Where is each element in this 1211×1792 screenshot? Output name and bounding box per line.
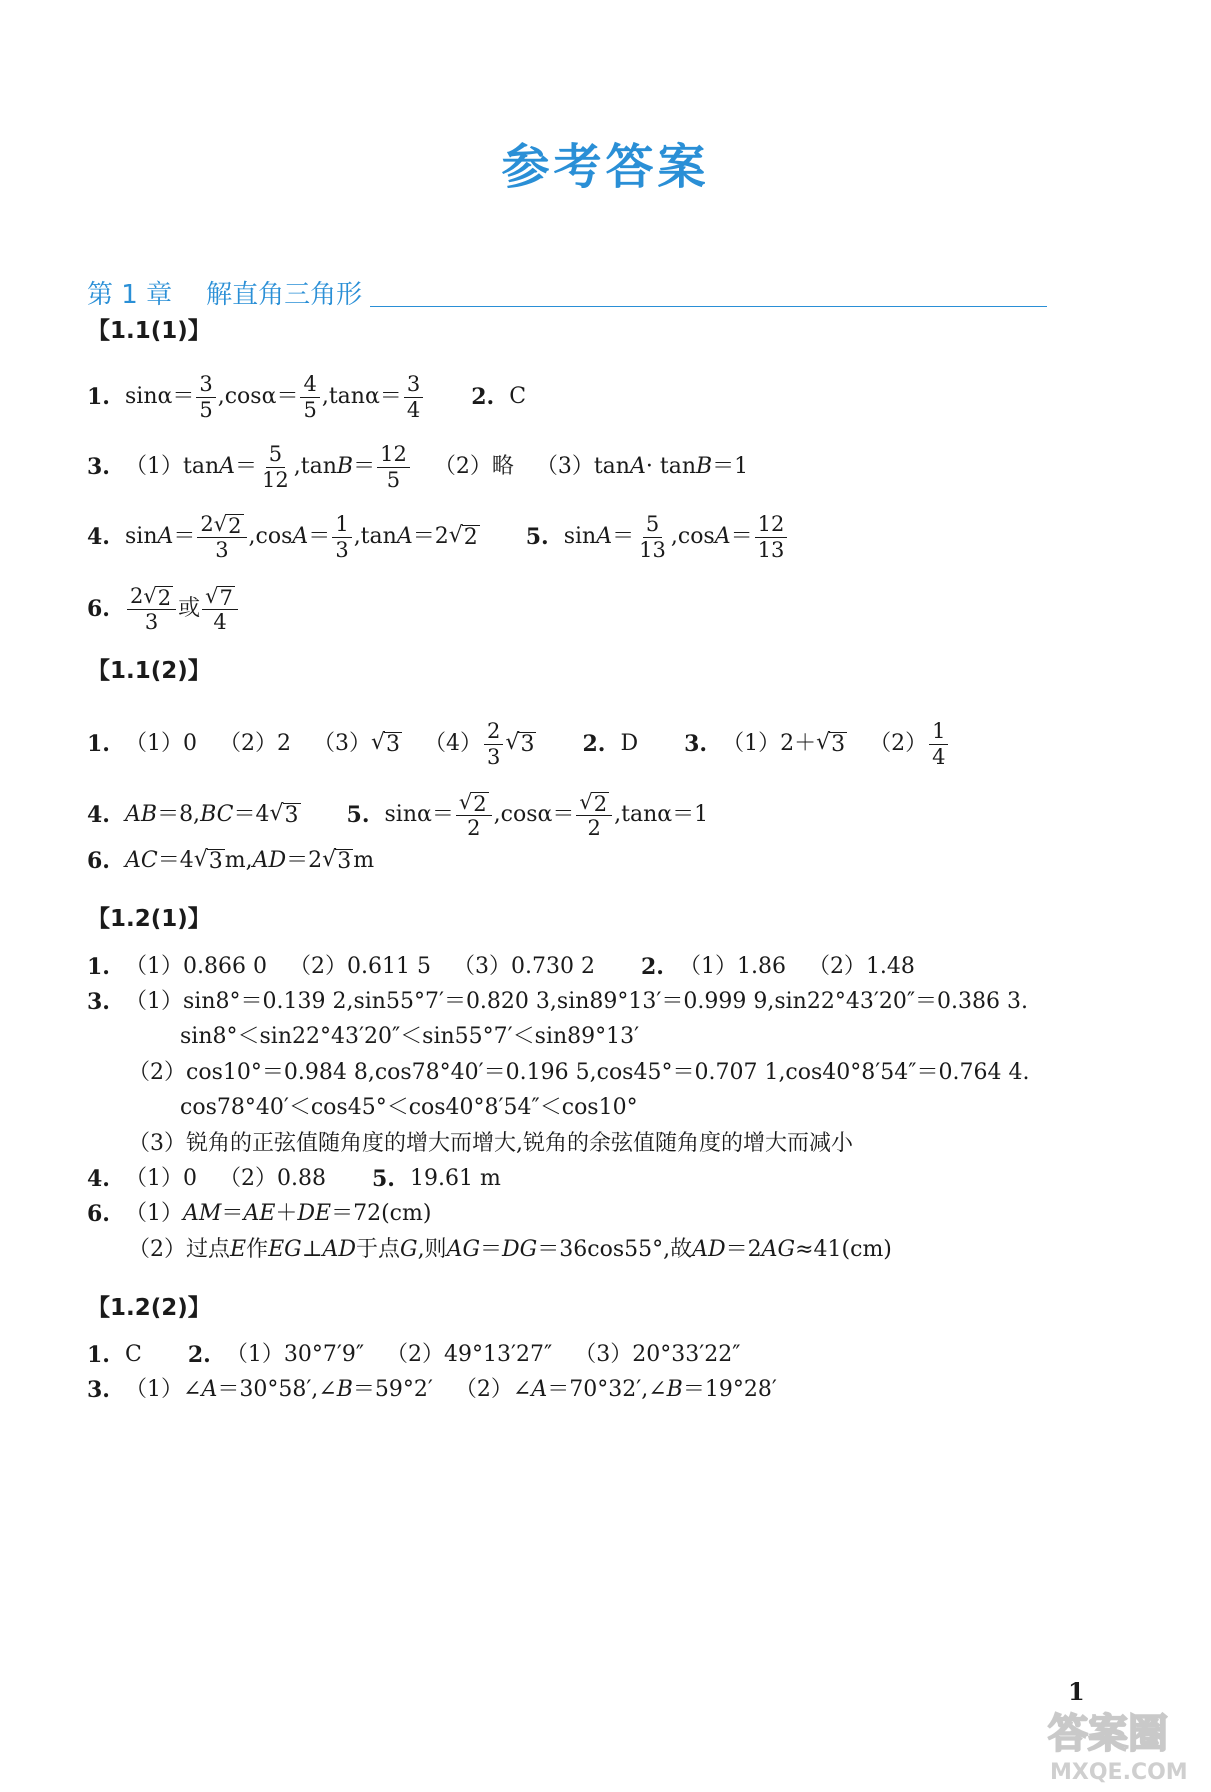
section-heading: 【1.2(1)】 [87, 906, 211, 932]
page-number: 1 [1068, 1677, 1085, 1706]
chapter-underline [370, 306, 1047, 307]
answer-line: （3） 锐角的正弦值随角度的增大而增大,锐角的余弦值随角度的增大而减小 [128, 1131, 853, 1156]
section-heading: 【1.1(1)】 [87, 318, 211, 344]
chapter-title: 解直角三角形 [206, 280, 363, 310]
chapter-heading [87, 275, 1047, 315]
section-heading: 【1.2(2)】 [87, 1295, 211, 1321]
answer-line: 6. AC ＝4 √ 3 m, AD ＝2 √ 3 m [87, 846, 375, 874]
chapter-number: 第 1 章 [87, 280, 173, 310]
answer-line: 1. （1） 0.866 0 （2） 0.611 5 （3） 0.730 2 2. （1） 1.86 （2） 1.48 [87, 954, 915, 980]
answer-line: cos78°40′＜cos45°＜cos40°8′54″＜cos10° [180, 1095, 638, 1120]
answer-line: 3. （1） sin8°＝0.139 2,sin55°7′＝0.820 3,sin89°13′＝0.999 9,sin22°43′20″＝0.386 3. [87, 989, 1029, 1015]
answer-line: 1. C 2. （1） 30°7′9″ （2） 49°13′27″ （3） 20°33′22″ [87, 1342, 741, 1368]
answer-line: （2） cos10°＝0.984 8,cos78°40′＝0.196 5,cos45°＝0.707 1,cos40°8′54″＝0.764 4. [128, 1060, 1030, 1085]
watermark-text: 答案圈 [1048, 1711, 1168, 1757]
answer-line: 6. （1） AM ＝ AE ＋ DE ＝72(cm) [87, 1201, 432, 1227]
answer-line: 1. sinα＝ $\frac{3}{5}$ ,cosα＝ $\frac{4}{5}$ ,tanα＝ $\frac{3}{4}$ 2. C [87, 372, 527, 422]
page-title: 参考答案 [501, 139, 710, 195]
section-heading: 【1.1(2)】 [87, 658, 211, 684]
answer-line: 4. AB ＝8, BC ＝4 √ 3 5. sinα＝ √ 2 2 ,cosα＝ √ 2 2 ,tanα＝1 [87, 790, 709, 841]
watermark-logo [1040, 1695, 1210, 1787]
answer-line: 6. 2 √ 2 3 或 √ 7 4 [87, 584, 240, 635]
answer-line: 3. （1） ∠ A ＝30°58′, ∠ B ＝59°2′ （2） ∠ A ＝70°32′, ∠ B ＝19°28′ [87, 1377, 777, 1403]
answer-line: 4. （1） 0 （2） 0.88 5. 19.61 m [87, 1166, 501, 1192]
answer-line: sin8°＜sin22°43′20″＜sin55°7′＜sin89°13′ [180, 1024, 640, 1049]
answer-line: 4. sin A ＝ 2 √ 2 3 ,cos A ＝ $\frac{1}{3}$ ,tan A ＝2 √ 2 5. sin A ＝ $\frac{5}{13}$ ,cos A ＝ $\frac{12}{13}$ [87, 512, 789, 563]
answer-line: 1. （1） 0 （2） 2 （3） √ 3 （4） $\frac{2}{3}$ √ 3 2. D 3. （1） 2＋ √ 3 （2） $\frac{1}{4}$ [87, 719, 950, 770]
answer-line: 3. （1） tan A ＝ $\frac{5}{12}$ ,tan B ＝ $\frac{12}{5}$ （2） 略 （3） tan A · tan B ＝1 [87, 442, 749, 492]
answer-line: （2） 过点 E 作 EG ⊥ AD 于点 G ,则 AG ＝ DG ＝36cos55°,故 AD ＝2 AG ≈41(cm) [128, 1237, 892, 1262]
watermark-site: MXQE.COM [1050, 1760, 1188, 1785]
